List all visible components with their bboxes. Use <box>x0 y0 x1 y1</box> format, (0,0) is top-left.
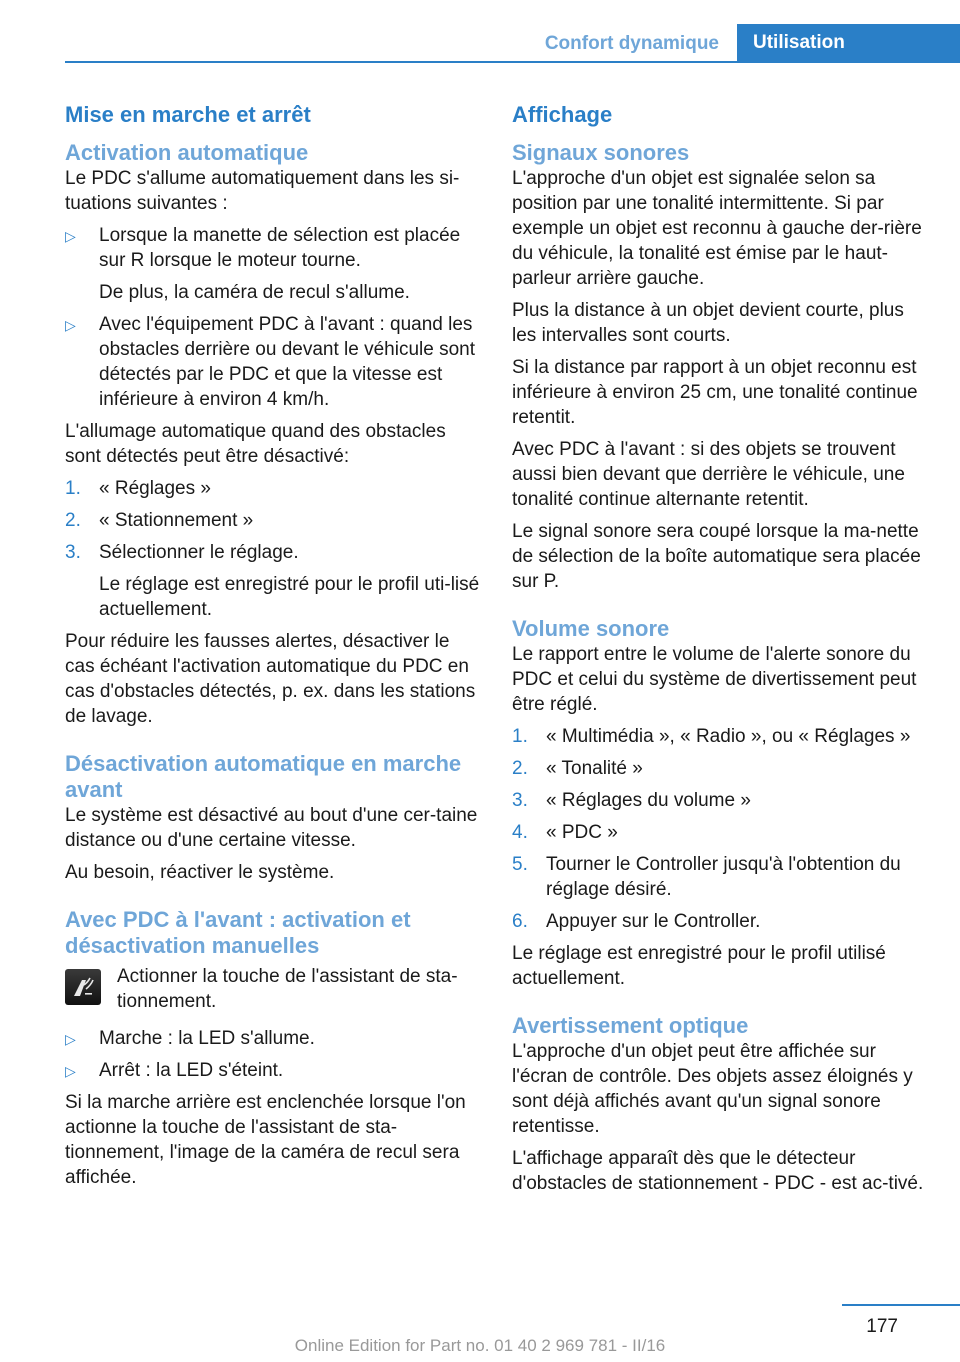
list-item-text: Arrêt : la LED s'éteint. <box>99 1060 284 1081</box>
header-section-title: Confort dynamique <box>544 32 719 54</box>
list-item <box>512 909 928 934</box>
list-item-text: « Tonalité » <box>546 758 643 779</box>
step-number: 1. <box>512 726 528 747</box>
heading-avertissement-optique: Avertissement optique <box>512 1013 749 1038</box>
list-item-text: Sélectionner le réglage. <box>99 542 299 563</box>
list-item-text: « PDC » <box>546 822 618 843</box>
paragraph: Le PDC s'allume automatiquement dans les si-tuations suivantes : <box>65 168 460 214</box>
left-column <box>65 100 481 1197</box>
step-number: 2. <box>65 510 81 531</box>
paragraph: Si la marche arrière est enclenchée lorsque l'on actionne la touche de l'assistant de sta-tionnement, l'image de la caméra de recul sera affichée. <box>65 1092 466 1188</box>
list-item-subtext: Le réglage est enregistré pour le profil uti-lisé actuellement. <box>99 574 480 620</box>
list-item <box>512 724 928 749</box>
list-item <box>512 820 928 845</box>
page-number: 177 <box>866 1316 898 1337</box>
list-item-text: « Réglages » <box>99 478 211 499</box>
list-item <box>65 508 481 533</box>
list-item-subtext: De plus, la caméra de recul s'allume. <box>99 282 410 303</box>
triangle-bullet-icon: ▷ <box>65 228 76 244</box>
list-item <box>512 756 928 781</box>
numbered-list <box>512 724 928 934</box>
paragraph: L'approche d'un objet peut être affichée sur l'écran de contrôle. Des objets assez éloignés y sont déjà affichés avant qu'un signal sonore retentisse. <box>512 1041 913 1137</box>
paragraph: Avec PDC à l'avant : si des objets se trouvent aussi bien devant que derrière le véhicule, une tonalité continue alternante retentit. <box>512 439 905 510</box>
footer-edition: Online Edition for Part no. 01 40 2 969 781 - II/16 <box>294 1336 666 1355</box>
list-item-text: Appuyer sur le Controller. <box>546 911 761 932</box>
step-number: 4. <box>512 822 528 843</box>
bullet-list <box>65 223 481 412</box>
heading-signaux-sonores: Signaux sonores <box>512 140 690 165</box>
step-number: 3. <box>512 790 528 811</box>
header-rule <box>65 61 960 63</box>
heading-activation-manuelle: Avec PDC à l'avant : activation et désactivation manuelles <box>65 907 411 958</box>
paragraph: Pour réduire les fausses alertes, désactiver le cas échéant l'activation automatique du PDC en cas d'obstacles détectés, p. ex. dans les stations de lavage. <box>65 631 476 727</box>
list-item-text: « Réglages du volume » <box>546 790 751 811</box>
heading-affichage: Affichage <box>512 102 613 127</box>
step-number: 1. <box>65 478 81 499</box>
paragraph: Le réglage est enregistré pour le profil utilisé actuellement. <box>512 943 886 989</box>
list-item <box>65 1058 481 1083</box>
parking-assistant-button-icon <box>65 969 101 1005</box>
triangle-bullet-icon: ▷ <box>65 1063 76 1079</box>
list-item <box>65 312 481 412</box>
list-item-text: Tourner le Controller jusqu'à l'obtention du réglage désiré. <box>546 854 901 900</box>
heading-mise-en-marche: Mise en marche et arrêt <box>65 102 311 127</box>
paragraph: Plus la distance à un objet devient courte, plus les intervalles sont courts. <box>512 300 904 346</box>
list-item <box>512 852 928 902</box>
heading-volume-sonore: Volume sonore <box>512 616 670 641</box>
heading-desactivation-automatique: Désactivation automatique en marche avant <box>65 751 462 802</box>
list-item <box>65 540 481 622</box>
icon-instruction-text: Actionner la touche de l'assistant de sta-tionnement. <box>117 966 458 1012</box>
list-item <box>65 1026 481 1051</box>
triangle-bullet-icon: ▷ <box>65 1031 76 1047</box>
paragraph: Le système est désactivé au bout d'une cer-taine distance ou d'une certaine vitesse. <box>65 805 478 851</box>
icon-instruction <box>65 964 481 1014</box>
step-number: 3. <box>65 542 81 563</box>
list-item-text: Lorsque la manette de sélection est placée sur R lorsque le moteur tourne. <box>99 225 461 271</box>
numbered-list <box>65 476 481 622</box>
list-item <box>512 788 928 813</box>
step-number: 5. <box>512 854 528 875</box>
heading-activation-automatique: Activation automatique <box>65 140 309 165</box>
step-number: 6. <box>512 911 528 932</box>
paragraph: Le rapport entre le volume de l'alerte sonore du PDC et celui du système de divertissement peut être réglé. <box>512 644 917 715</box>
header-active-tab: Utilisation <box>737 24 960 61</box>
list-item-text: Avec l'équipement PDC à l'avant : quand les obstacles derrière ou devant le véhicule sont détectés par le PDC et que la vitesse est inférieure à environ 4 km/h. <box>99 314 476 410</box>
list-item-text: « Stationnement » <box>99 510 254 531</box>
footer-rule <box>842 1304 960 1306</box>
paragraph: L'approche d'un objet est signalée selon sa position par une tonalité intermittente. Si par exemple un objet est reconnu à gauche der-rière du véhicule, la tonalité est émise par le haut-parleur arrière gauche. <box>512 168 922 289</box>
list-item-text: Marche : la LED s'allume. <box>99 1028 315 1049</box>
bullet-list <box>65 1026 481 1083</box>
paragraph: Au besoin, réactiver le système. <box>65 862 335 883</box>
step-number: 2. <box>512 758 528 779</box>
paragraph: Le signal sonore sera coupé lorsque la ma-nette de sélection de la boîte automatique sera placée sur P. <box>512 521 921 592</box>
list-item-text: « Multimédia », « Radio », ou « Réglages » <box>546 726 911 747</box>
list-item <box>65 476 481 501</box>
list-item <box>65 223 481 305</box>
right-column <box>512 100 928 1203</box>
paragraph: L'affichage apparaît dès que le détecteur d'obstacles de stationnement - PDC - est ac-tivé. <box>512 1148 924 1194</box>
paragraph: L'allumage automatique quand des obstacles sont détectés peut être désactivé: <box>65 421 446 467</box>
triangle-bullet-icon: ▷ <box>65 317 76 333</box>
paragraph: Si la distance par rapport à un objet reconnu est inférieure à environ 25 cm, une tonalité continue retentit. <box>512 357 918 428</box>
